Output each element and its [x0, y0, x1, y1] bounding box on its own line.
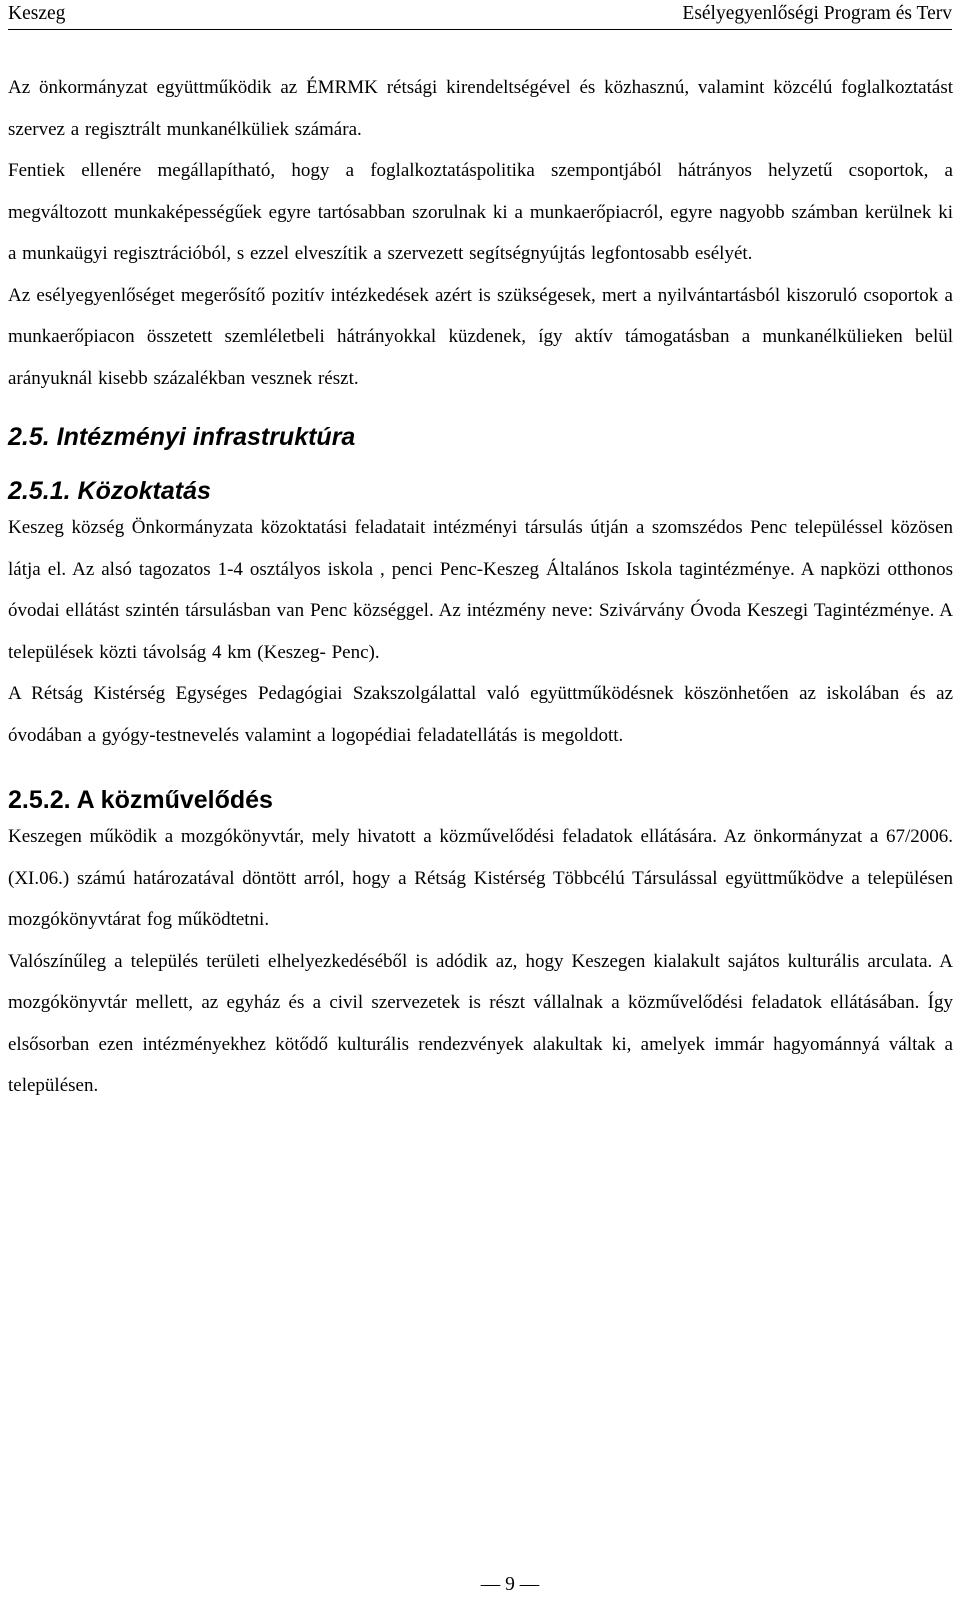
paragraph-education: Keszeg község Önkormányzata közoktatási feladatait intézményi társulás útján a szomszédos Penc településsel közösen látja el. Az alsó tagozatos 1-4 osztályos iskola , penci Penc-Keszeg Általános Iskola tagintézménye. A napközi otthonos óvodai ellátást szintén társulásban van Penc községgel. Az intézmény neve: Szivárvány Óvoda Keszegi Tagintézménye. A települések közti távolság 4 km (Keszeg- Penc). [8, 517, 953, 663]
page-number: — 9 — [480, 1574, 540, 1595]
subsection-title: A közművelődés [76, 786, 273, 814]
subsection-heading-culture [8, 784, 953, 816]
header-municipality: Keszeg [8, 3, 66, 24]
section-heading-infrastructure [8, 421, 953, 453]
subsection-number: 2.5.2. [8, 786, 71, 814]
subsection-title: Közoktatás [77, 477, 211, 505]
paragraph-equal-opportunity-measures: Az esélyegyenlőséget megerősítő pozitív intézkedések azért is szükségesek, mert a nyilvántartásból kiszoruló csoportok a munkaerőpiacon összetett szemléletbeli hátrányokkal küzdenek, így aktív támogatásban a munkanélkülieken belül arányuknál kisebb százalékban vesznek részt. [8, 284, 953, 389]
page-footer [0, 1573, 960, 1597]
page-header [8, 0, 952, 30]
subsection-number: 2.5.1. [8, 477, 71, 505]
header-document-title: Esélyegyenlőségi Program és Terv [682, 3, 952, 24]
document-body [8, 67, 953, 1107]
paragraph-mobile-library: Keszegen működik a mozgókönyvtár, mely hivatott a közművelődési feladatok ellátására. Az önkormányzat a 67/2006. (XI.06.) számú határozatával döntött arról, hogy a Rétság Kistérség Többcélú Társulással együttműködve a településen mozgókönyvtárat fog működtetni. [8, 826, 953, 930]
section-number: 2.5. [8, 423, 50, 451]
paragraph-cooperation: Az önkormányzat együttműködik az ÉMRMK rétsági kirendeltségével és közhasznú, valamint közcélú foglalkoztatást szervez a regisztrált munkanélküliek számára. [8, 77, 953, 140]
subsection-heading-education [8, 475, 953, 507]
paragraph-pedagogical-service: A Rétság Kistérség Egységes Pedagógiai Szakszolgálattal való együttműködésnek köszönhetően az iskolában és az óvodában a gyógy-testnevelés valamint a logopédiai feladatellátás is megoldott. [8, 683, 953, 746]
paragraph-disadvantaged-groups: Fentiek ellenére megállapítható, hogy a foglalkoztatáspolitika szempontjából hátrányos helyzetű csoportok, a megváltozott munkaképességűek egyre tartósabban szorulnak ki a munkaerőpiacról, egyre nagyobb számban kerülnek ki a munkaügyi regisztrációból, s ezzel elveszítik a szervezett segítségnyújtás legfontosabb esélyét. [8, 160, 953, 264]
paragraph-cultural-profile: Valószínűleg a település területi elhelyezkedéséből is adódik az, hogy Keszegen kialakult sajátos kulturális arculata. A mozgókönyvtár mellett, az egyház és a civil szervezetek is részt vállalnak a közművelődési feladatok ellátásában. Így elsősorban ezen intézményekhez kötődő kulturális rendezvények alakultak ki, amelyek immár hagyománnyá váltak a településen. [8, 950, 953, 1096]
section-title: Intézményi infrastruktúra [56, 423, 356, 451]
